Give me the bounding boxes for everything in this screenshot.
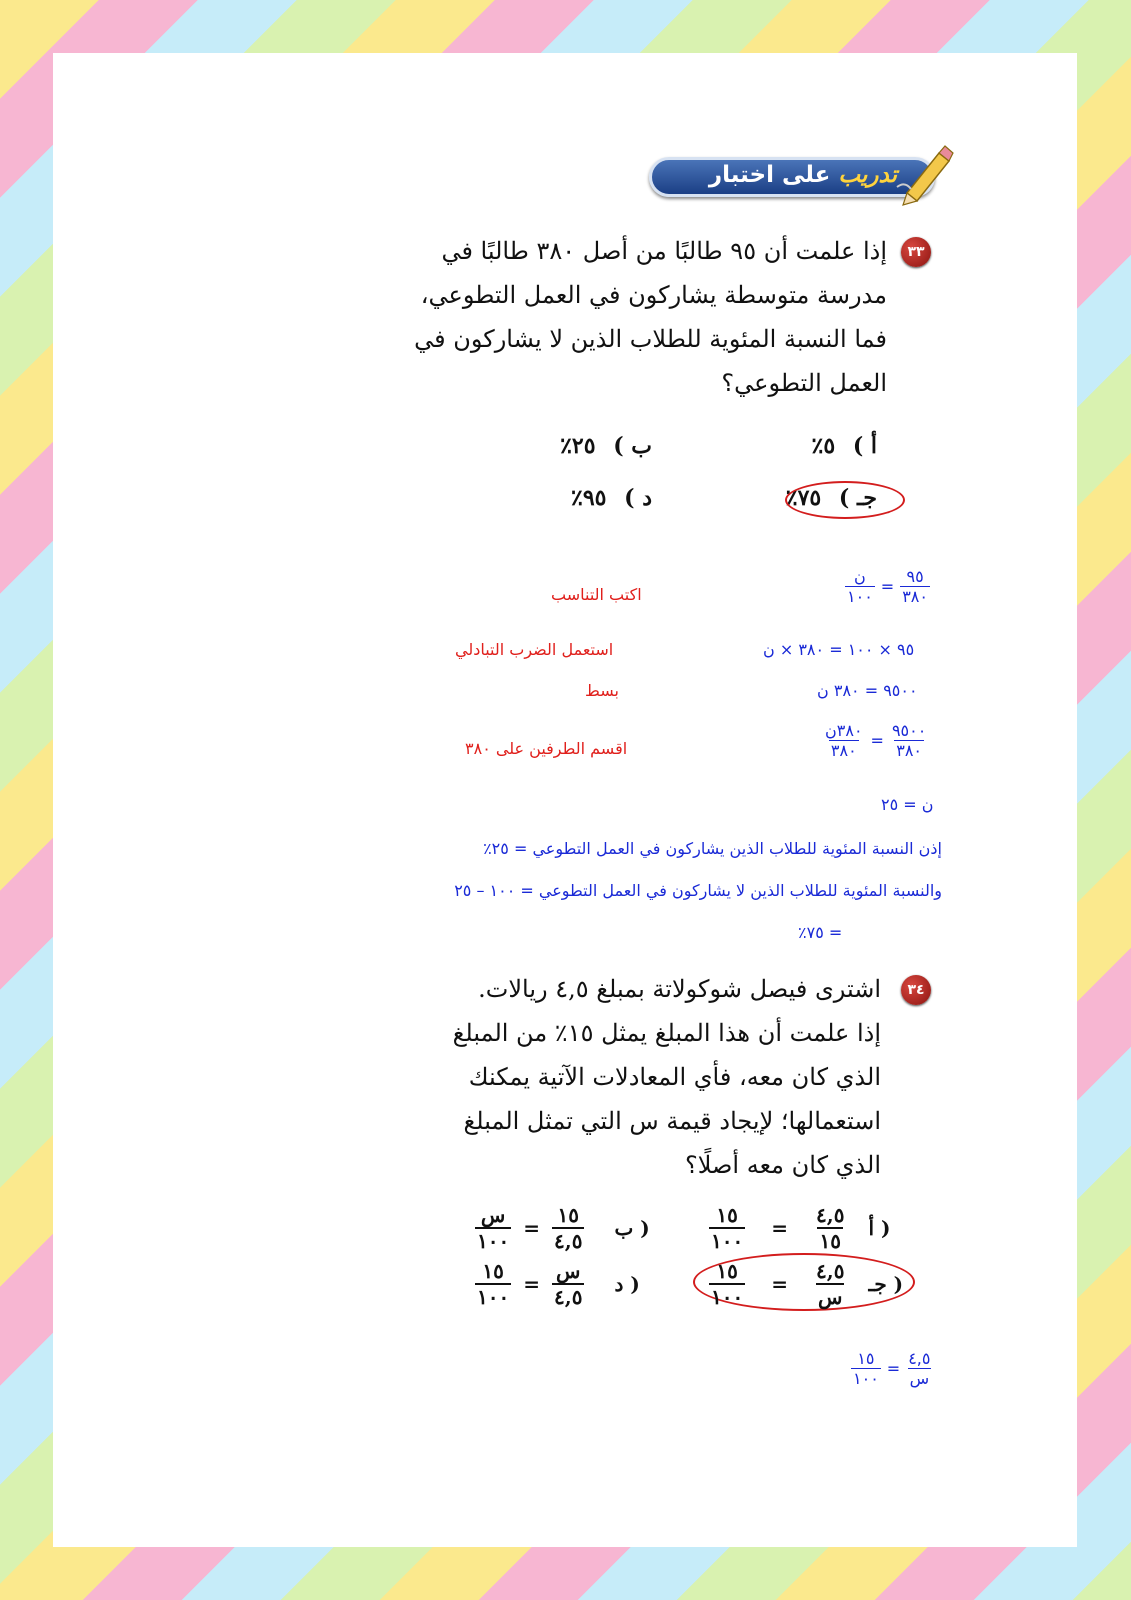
- q33-choice-a[interactable]: [811, 433, 877, 459]
- q34-choice-d-letter: د ): [614, 1272, 640, 1296]
- q34-choice-d[interactable]: $\frac{١٥}{١٠٠}$ = $\frac{\text{س}}{٤,٥}$ د ): [477, 1259, 640, 1309]
- question-34-text: [421, 967, 881, 1187]
- q33-choice-b-value: ٢٥٪: [560, 433, 596, 459]
- banner-title-accent: تدريب: [838, 162, 897, 188]
- step4-fraction-left: $\frac{٩٥٠٠}{٣٨٠}$: [891, 721, 927, 760]
- q33-line-3: فما النسبة المئوية للطلاب الذين لا يشاركون في: [414, 325, 887, 353]
- q34-choice-b-letter: ب ): [614, 1216, 650, 1240]
- q34-choice-c[interactable]: $\frac{١٥}{١٠٠}$ = $\frac{٤,٥}{\text{س}}$ جـ ): [711, 1259, 904, 1309]
- q33-choice-a-value: ٥٪: [811, 433, 836, 459]
- step2-equation: ٩٥ × ١٠٠ = ٣٨٠ × ن: [763, 640, 915, 659]
- test-practice-banner: [643, 143, 955, 207]
- q33-choice-c-letter: جـ ): [838, 485, 877, 511]
- q34-choice-b[interactable]: $\frac{\text{س}}{١٠٠}$ = $\frac{١٥}{٤,٥}$ ب ): [477, 1203, 650, 1253]
- banner-title: [709, 162, 897, 188]
- q34-line-1: اشترى فيصل شوكولاتة بمبلغ ٤,٥ ريالات.: [478, 975, 881, 1003]
- q34-choice-a-letter: أ ): [868, 1216, 891, 1240]
- q33-line-2: مدرسة متوسطة يشاركون في العمل التطوعي،: [420, 281, 887, 309]
- q33-choice-d-letter: د ): [624, 485, 652, 511]
- q33-line-1: إذا علمت أن ٩٥ طالبًا من أصل ٣٨٠ طالبًا في: [441, 237, 887, 265]
- step1-fraction-right: $\frac{\text{ن}}{١٠٠}$: [847, 567, 873, 606]
- question-34-badge: ٣٤: [901, 975, 931, 1005]
- solution34-fraction-right: $\frac{١٥}{١٠٠}$: [853, 1349, 879, 1388]
- worksheet-page: [53, 53, 1077, 1547]
- q33-choice-d[interactable]: [571, 485, 652, 511]
- q33-choice-c-value: ٧٥٪: [785, 485, 822, 511]
- banner-title-rest: على اختبار: [708, 162, 831, 188]
- solution33-step4-equation: $\frac{\text{٣٨٠ن}}{٣٨٠}$ = $\frac{٩٥٠٠}{٣٨٠}$: [825, 721, 927, 760]
- q34-choice-a[interactable]: $\frac{١٥}{١٠٠}$ = $\frac{٤,٥}{١٥}$ أ ): [711, 1203, 891, 1253]
- step3-equation: ٩٥٠٠ = ٣٨٠ ن: [817, 681, 918, 700]
- solution33-step1-equation: $\frac{\text{ن}}{١٠٠}$ = $\frac{٩٥}{٣٨٠}$: [847, 567, 928, 606]
- q34-choice-c-letter: جـ ): [868, 1272, 904, 1296]
- q33-choice-a-letter: أ ): [852, 433, 877, 459]
- q33-answer-circle: [785, 481, 905, 519]
- step5-equation: ن = ٢٥: [881, 795, 934, 814]
- conclusion-not-participating: والنسبة المئوية للطلاب الذين لا يشاركون في العمل التطوعي = ١٠٠ – ٢٥: [454, 881, 942, 900]
- conclusion-participating: إذن النسبة المئوية للطلاب الذين يشاركون في العمل التطوعي = ٢٥٪: [483, 839, 942, 858]
- q33-line-4: العمل التطوعي؟: [721, 369, 887, 397]
- q34-line-2: إذا علمت أن هذا المبلغ يمثل ١٥٪ من المبلغ: [452, 1019, 881, 1047]
- conclusion-result: = ٧٥٪: [798, 923, 843, 942]
- step4-fraction-right: $\frac{\text{٣٨٠ن}}{٣٨٠}$: [825, 721, 863, 760]
- q33-choice-b[interactable]: [560, 433, 652, 459]
- step1-fraction-left: $\frac{٩٥}{٣٨٠}$: [902, 567, 928, 606]
- q34-line-4: استعمالها؛ لإيجاد قيمة س التي تمثل المبلغ: [463, 1107, 881, 1135]
- solution34-fraction-left: $\frac{٤,٥}{\text{س}}$: [908, 1349, 931, 1388]
- q33-choice-b-letter: ب ): [613, 433, 652, 459]
- pencil-icon: [893, 143, 955, 207]
- step1-note: اكتب التناسب: [551, 585, 642, 604]
- question-33-text: [407, 229, 887, 405]
- step3-note: بسط: [585, 681, 619, 700]
- question-33-badge: ٣٣: [901, 237, 931, 267]
- q34-line-3: الذي كان معه، فأي المعادلات الآتية يمكنك: [468, 1063, 881, 1091]
- q34-line-5: الذي كان معه أصلًا؟: [684, 1151, 881, 1179]
- q33-choice-d-value: ٩٥٪: [570, 485, 607, 511]
- step2-note: استعمل الضرب التبادلي: [455, 640, 614, 659]
- solution34-equation: $\frac{١٥}{١٠٠}$ = $\frac{٤,٥}{\text{س}}$: [853, 1349, 931, 1388]
- step4-note: اقسم الطرفين على ٣٨٠: [465, 739, 628, 758]
